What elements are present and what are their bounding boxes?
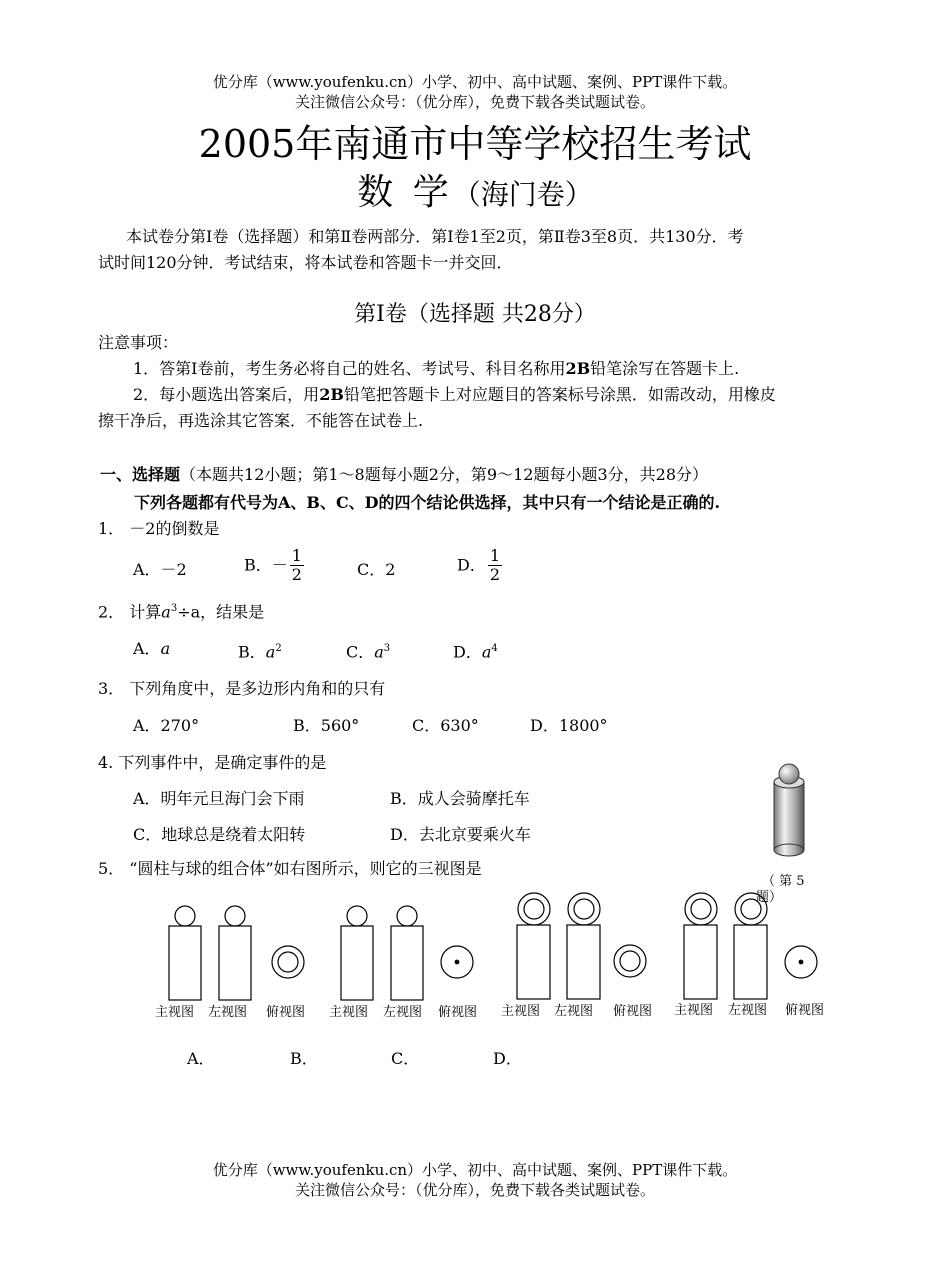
section-title: 第Ⅰ卷（选择题 共28分）: [354, 302, 596, 327]
label-front-d: 主视图: [674, 1003, 714, 1018]
page-title: 2005年南通市中等学校招生考试: [198, 122, 752, 166]
header-line-2: 关注微信公众号：（优分库），免费下载各类试题试卷。: [294, 93, 655, 111]
q1-stem: 1． －2的倒数是: [98, 519, 220, 538]
fraction: $\frac{1}{2}$: [489, 546, 501, 584]
footer-line-1: 优分库（www.youfenku.cn）小学、初中、高中试题、案例、PPT课件下载。: [212, 1161, 738, 1179]
part1-instruction: 下列各题都有代号为A、B、C、D的四个结论供选择，其中只有一个结论是正确的.: [134, 493, 721, 512]
q1-option-a: A．－2: [133, 560, 187, 579]
label-left-d: 左视图: [728, 1003, 768, 1018]
subtitle: [0, 172, 950, 216]
label-left-a: 左视图: [208, 1005, 248, 1020]
q5-option-d: D．: [493, 1049, 522, 1068]
cylinder-sphere-figure: [766, 760, 814, 860]
label-left-b: 左视图: [383, 1005, 423, 1020]
header-line-1: 优分库（www.youfenku.cn）小学、初中、高中试题、案例、PPT课件下载。: [212, 73, 738, 91]
footer-line-2: 关注微信公众号：（优分库），免费下载各类试题试卷。: [294, 1181, 655, 1199]
q2-option-b: B．$a^2$: [238, 642, 282, 662]
intro-line-1: 本试卷分第Ⅰ卷（选择题）和第Ⅱ卷两部分．第Ⅰ卷1至2页，第Ⅱ卷3至8页．共130分．考: [126, 227, 744, 246]
label-top-d: 俯视图: [785, 1003, 825, 1018]
fraction: $\frac{1}{2}$: [291, 546, 302, 584]
label-front-c: 主视图: [501, 1004, 541, 1019]
q5-stem: 5． “圆柱与球的组合体”如右图所示，则它的三视图是: [98, 859, 482, 878]
note-2: 2．每小题选出答案后，用2B铅笔把答题卡上对应题目的答案标号涂黑．如需改动，用橡皮: [133, 385, 776, 404]
option-b-views: [341, 906, 473, 1000]
option-a-views: [169, 906, 304, 1000]
q3-option-d: D．1800°: [530, 716, 608, 735]
q3-stem: 3． 下列角度中，是多边形内角和的只有: [98, 679, 386, 698]
figure-caption-line-1: （ 第 5: [762, 874, 805, 889]
q5-option-b: B．: [290, 1049, 318, 1068]
subtitle-paren: （海门卷）: [452, 178, 593, 211]
intro-line-2: 试时间120分钟．考试结束，将本试卷和答题卡一并交回．: [98, 253, 513, 272]
q4-option-a: A．明年元旦海门会下雨: [133, 789, 305, 808]
subtitle-main: 数 学: [357, 172, 453, 213]
q2-option-a: A．a: [133, 639, 171, 658]
q1-option-d: D． $\frac{1}{2}$: [457, 546, 501, 584]
option-d-views: [684, 893, 817, 999]
q3-option-c: C．630°: [412, 716, 479, 735]
option-c-views: [517, 893, 646, 999]
label-front-b: 主视图: [329, 1005, 369, 1020]
q4-option-c: C．地球总是绕着太阳转: [133, 825, 306, 844]
q5-option-c: C．: [391, 1049, 420, 1068]
label-top-a: 俯视图: [266, 1005, 306, 1020]
part1-heading: 一、选择题（本题共12小题；第1～8题每小题2分，第9～12题每小题3分，共28分）: [100, 465, 708, 484]
label-front-a: 主视图: [155, 1005, 195, 1020]
q3-option-b: B．560°: [293, 716, 360, 735]
q5-option-a: A．: [187, 1049, 215, 1068]
q3-option-a: A．270°: [133, 716, 200, 735]
figure-caption-line-2: 题）: [756, 890, 783, 905]
three-view-options: [150, 888, 850, 1008]
q4-option-b: B．成人会骑摩托车: [390, 789, 530, 808]
q2-stem: 2． 计算$a^3\div a$，结果是: [98, 602, 265, 622]
notes-label: 注意事项：: [98, 333, 179, 352]
note-1: 1．答第Ⅰ卷前，考生务必将自己的姓名、考试号、科目名称用2B铅笔涂写在答题卡上.: [133, 359, 740, 378]
q1-option-c: C．2: [357, 560, 396, 579]
q4-stem: 4. 下列事件中，是确定事件的是: [98, 753, 327, 772]
q2-option-d: D．$a^4$: [453, 642, 498, 662]
q4-option-d: D．去北京要乘火车: [390, 825, 531, 844]
label-left-c: 左视图: [554, 1004, 594, 1019]
label-top-c: 俯视图: [613, 1004, 653, 1019]
note-2-line-2: 擦干净后，再选涂其它答案．不能答在试卷上.: [98, 411, 424, 430]
q2-option-c: C．$a^3$: [346, 642, 391, 662]
label-top-b: 俯视图: [438, 1005, 478, 1020]
q1-option-b: B．－ $\frac{1}{2}$: [244, 546, 302, 584]
